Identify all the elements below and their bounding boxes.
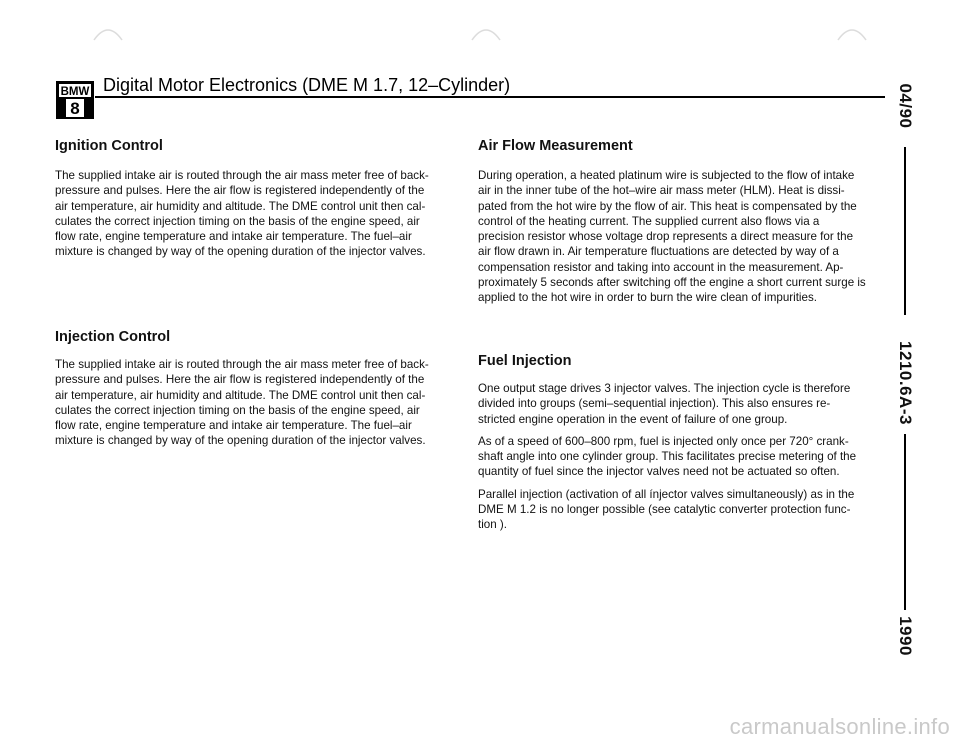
injection-control-heading: Injection Control xyxy=(55,329,171,345)
side-date-label: 04/90 xyxy=(896,83,915,129)
watermark: carmanualsonline.info xyxy=(729,714,950,739)
punch-hole-mark xyxy=(466,18,506,44)
punch-hole-mark xyxy=(832,18,872,44)
ignition-control-body xyxy=(55,168,433,267)
paragraph: During operation, a heated platinum wire is subjected to the flow of intake air in the inner tube of the hot–wire air mass meter (HLM). Heat is dissi-pated from the hot wire by the flow of air. This heat is compensated by the control of the heating current. The supplied current also flows via a precision resistor whose voltage drop represents a direct measure for the air flow drawn in. Air temperature fluctuations are detected by way of a compensation resistor and taking into account in the measurement. Ap-proximately 5 seconds after switching off the engine a short current surge is applied to the hot wire in order to burn the wire clean of impurities. xyxy=(478,169,866,305)
header-rule xyxy=(95,96,885,98)
document-title: Digital Motor Electronics (DME M 1.7, 12–Cylinder) xyxy=(103,75,511,95)
svg-text:BMW: BMW xyxy=(60,86,90,98)
svg-text:8: 8 xyxy=(70,99,80,118)
punch-hole-mark xyxy=(88,18,128,44)
paragraph: The supplied intake air is routed through the air mass meter free of back-pressure and pulses. Here the air flow is registered independently of the air temperature, air humidity and altitude. The DME control unit then cal-culates the correct injection timing on the basis of the engine speed, air flow rate, engine temperature and intake air temperature. The fuel–air mixture is changed by way of the opening duration of the injector valves. xyxy=(55,169,429,259)
side-rule xyxy=(904,434,906,610)
air-flow-measurement-body xyxy=(478,168,866,313)
side-code-label: 1210.6A-3 xyxy=(896,341,915,425)
side-year-label: 1990 xyxy=(896,616,915,656)
bmw-series-logo xyxy=(55,80,95,120)
fuel-injection-heading: Fuel Injection xyxy=(478,353,572,369)
paragraph: One output stage drives 3 injector valves. The injection cycle is therefore divided into groups (semi–sequential injection). This also ensures re-stricted engine operation in the event of failure of one group. xyxy=(478,382,851,426)
injection-control-body xyxy=(55,357,433,456)
fuel-injection-body xyxy=(478,381,866,540)
paragraph: The supplied intake air is routed through the air mass meter free of back-pressure and pulses. Here the air flow is registered independently of the air temperature, air humidity and altitude. The DME control unit then cal-culates the correct injection timing on the basis of the engine speed, air flow rate, engine temperature and intake air temperature. The fuel–air mixture is changed by way of the opening duration of the injector valves. xyxy=(55,358,429,448)
air-flow-measurement-heading: Air Flow Measurement xyxy=(478,138,633,154)
paragraph: As of a speed of 600–800 rpm, fuel is injected only once per 720° crank-shaft angle into one cylinder group. This facilitates precise metering of the quantity of fuel since the injector valves need not be actuated so often. xyxy=(478,434,857,479)
paragraph: Parallel injection (activation of all ínjector valves simultaneously) as in the DME M 1.2 is no longer possible (see catalytic converter protection func-tion ). xyxy=(478,487,855,532)
side-rule xyxy=(904,147,906,315)
ignition-control-heading: Ignition Control xyxy=(55,138,163,154)
